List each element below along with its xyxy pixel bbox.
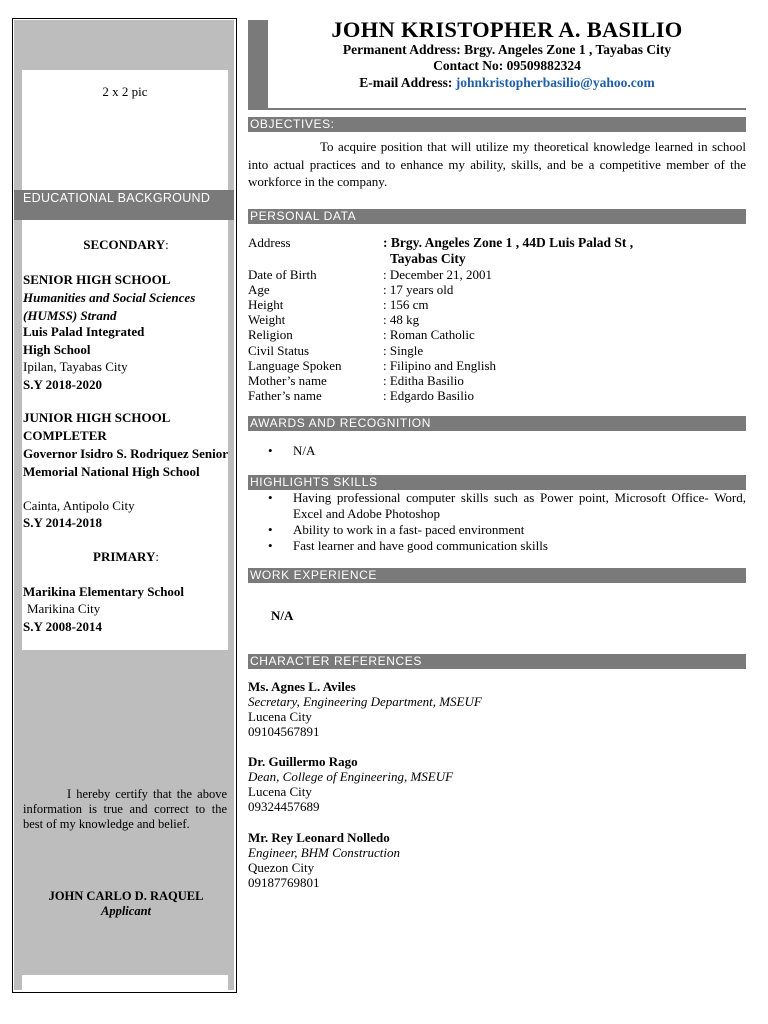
photo-label: 2 x 2 pic — [102, 84, 148, 99]
pd-value: Tayabas City — [390, 251, 466, 266]
references-header: CHARACTER REFERENCES — [248, 654, 746, 669]
pd-row — [248, 343, 746, 358]
objectives-header: OBJECTIVES: — [248, 117, 746, 132]
reference-name: Dr. Guillermo Rago — [248, 754, 358, 769]
reference-phone: 09324457689 — [248, 799, 320, 814]
reference-name: Ms. Agnes L. Aviles — [248, 679, 356, 694]
pd-row — [248, 358, 746, 373]
reference-name: Mr. Rey Leonard Nolledo — [248, 830, 390, 845]
shs-school-line1: Luis Palad Integrated — [23, 324, 145, 339]
reference-entry — [248, 679, 746, 739]
reference-position: Dean, College of Engineering, MSEUF — [248, 769, 454, 784]
sidebar-top-block — [14, 20, 234, 70]
reference-entry — [248, 830, 746, 890]
list-item: • Ability to work in a fast- paced environment — [248, 522, 746, 538]
list-item: • Fast learner and have good communication skills — [248, 538, 746, 554]
sidebar-edge — [228, 70, 234, 190]
pd-address-row — [248, 235, 746, 250]
pd-value: : December 21, 2001 — [383, 267, 493, 282]
pd-address-row-2 — [248, 251, 746, 266]
pd-label: Weight — [248, 312, 286, 328]
pd-label: Father’s name — [248, 387, 322, 403]
elem-school-year: S.Y 2008-2014 — [23, 619, 102, 634]
pd-value: : Editha Basilio — [383, 372, 464, 388]
pd-value: : Roman Catholic — [383, 327, 475, 343]
list-item: • N/A — [248, 443, 746, 459]
shs-location: Ipilan, Tayabas City — [23, 359, 128, 374]
signatory-name: JOHN CARLO D. RAQUEL — [48, 889, 204, 903]
sidebar-edge — [228, 650, 234, 990]
header-accent-bar — [248, 20, 268, 110]
pd-row — [248, 388, 746, 403]
signatory-role: Applicant — [100, 904, 151, 918]
certification-text: I hereby certify that the above information is true and correct to the best of my knowledge and belief. — [23, 787, 227, 831]
reference-phone: 09187769801 — [248, 875, 320, 890]
pd-value: : 48 kg — [383, 312, 420, 328]
secondary-label: SECONDARY: — [83, 237, 169, 252]
sidebar-edge — [14, 70, 22, 190]
shs-school-year: S.Y 2018-2020 — [23, 377, 102, 392]
sidebar-foot — [22, 975, 228, 990]
permanent-address: Permanent Address: Brgy. Angeles Zone 1 , Tayabas City — [342, 42, 672, 57]
education-header: EDUCATIONAL BACKGROUND — [14, 190, 234, 220]
pd-label: Height — [248, 297, 284, 313]
shs-strand: Humanities and Social Sciences (HUMSS) Strand — [23, 290, 196, 323]
pd-label: Mother’s name — [248, 372, 327, 388]
pd-value: : Filipino and English — [383, 357, 497, 373]
pd-label: Age — [248, 282, 270, 298]
sidebar-edge — [14, 650, 22, 990]
awards-header: AWARDS AND RECOGNITION — [248, 416, 746, 431]
pd-label: Date of Birth — [248, 267, 317, 282]
pd-value: : 156 cm — [383, 297, 429, 313]
awards-list — [248, 443, 746, 459]
objectives-text: To acquire position that will utilize my theoretical knowledge learned in school into actual practices and to enhance my ability, skills, and be a competitive member of the workforce in the company. — [248, 139, 746, 189]
pd-label: Religion — [248, 327, 293, 343]
sidebar-edge — [14, 220, 22, 650]
personal-data-header: PERSONAL DATA — [248, 209, 746, 224]
applicant-name: JOHN KRISTOPHER A. BASILIO — [331, 17, 683, 42]
header-underline — [248, 108, 746, 110]
pd-label: Address — [248, 235, 291, 250]
jhs-level: JUNIOR HIGH SCHOOL COMPLETER — [23, 410, 170, 443]
list-item: • Having professional computer skills such as Power point, Microsoft Office- Word, Excel and Adobe Photoshop — [248, 490, 746, 522]
reference-entry — [248, 754, 746, 814]
primary-label: PRIMARY: — [93, 549, 159, 564]
pd-value: : Single — [383, 342, 424, 358]
pd-label: Language Spoken — [248, 357, 342, 373]
shs-school-line2: High School — [23, 342, 91, 357]
jhs-location: Cainta, Antipolo City — [23, 498, 135, 513]
shs-level: SENIOR HIGH SCHOOL — [23, 272, 171, 287]
jhs-school-year: S.Y 2014-2018 — [23, 515, 102, 530]
elem-location: Marikina City — [27, 601, 101, 616]
reference-city: Lucena City — [248, 784, 312, 799]
reference-phone: 09104567891 — [248, 724, 320, 739]
contact-number: Contact No: 09509882324 — [433, 58, 581, 73]
pd-row — [248, 267, 746, 282]
pd-row — [248, 297, 746, 312]
elem-school: Marikina Elementary School — [23, 584, 185, 599]
reference-city: Lucena City — [248, 709, 312, 724]
pd-value: : Edgardo Basilio — [383, 387, 474, 403]
reference-city: Quezon City — [248, 860, 315, 875]
pd-label: Civil Status — [248, 342, 310, 358]
skills-header: HIGHLIGHTS SKILLS — [248, 475, 746, 490]
reference-position: Engineer, BHM Construction — [248, 845, 401, 860]
email-line: E-mail Address: johnkristopherbasilio@yahoo.com — [359, 75, 655, 90]
pd-row — [248, 282, 746, 297]
skills-list — [248, 490, 746, 554]
email-link[interactable]: johnkristopherbasilio@yahoo.com — [455, 75, 655, 90]
pd-row — [248, 312, 746, 327]
jhs-school: Governor Isidro S. Rodriquez Senior Memorial National High School — [23, 446, 228, 479]
reference-position: Secretary, Engineering Department, MSEUF — [248, 694, 482, 709]
work-experience-text: N/A — [271, 608, 294, 623]
pd-value: : Brgy. Angeles Zone 1 , 44D Luis Palad St , — [383, 235, 634, 250]
pd-row — [248, 373, 746, 388]
work-experience-header: WORK EXPERIENCE — [248, 568, 746, 583]
pd-value: : 17 years old — [383, 282, 454, 298]
pd-row — [248, 327, 746, 342]
